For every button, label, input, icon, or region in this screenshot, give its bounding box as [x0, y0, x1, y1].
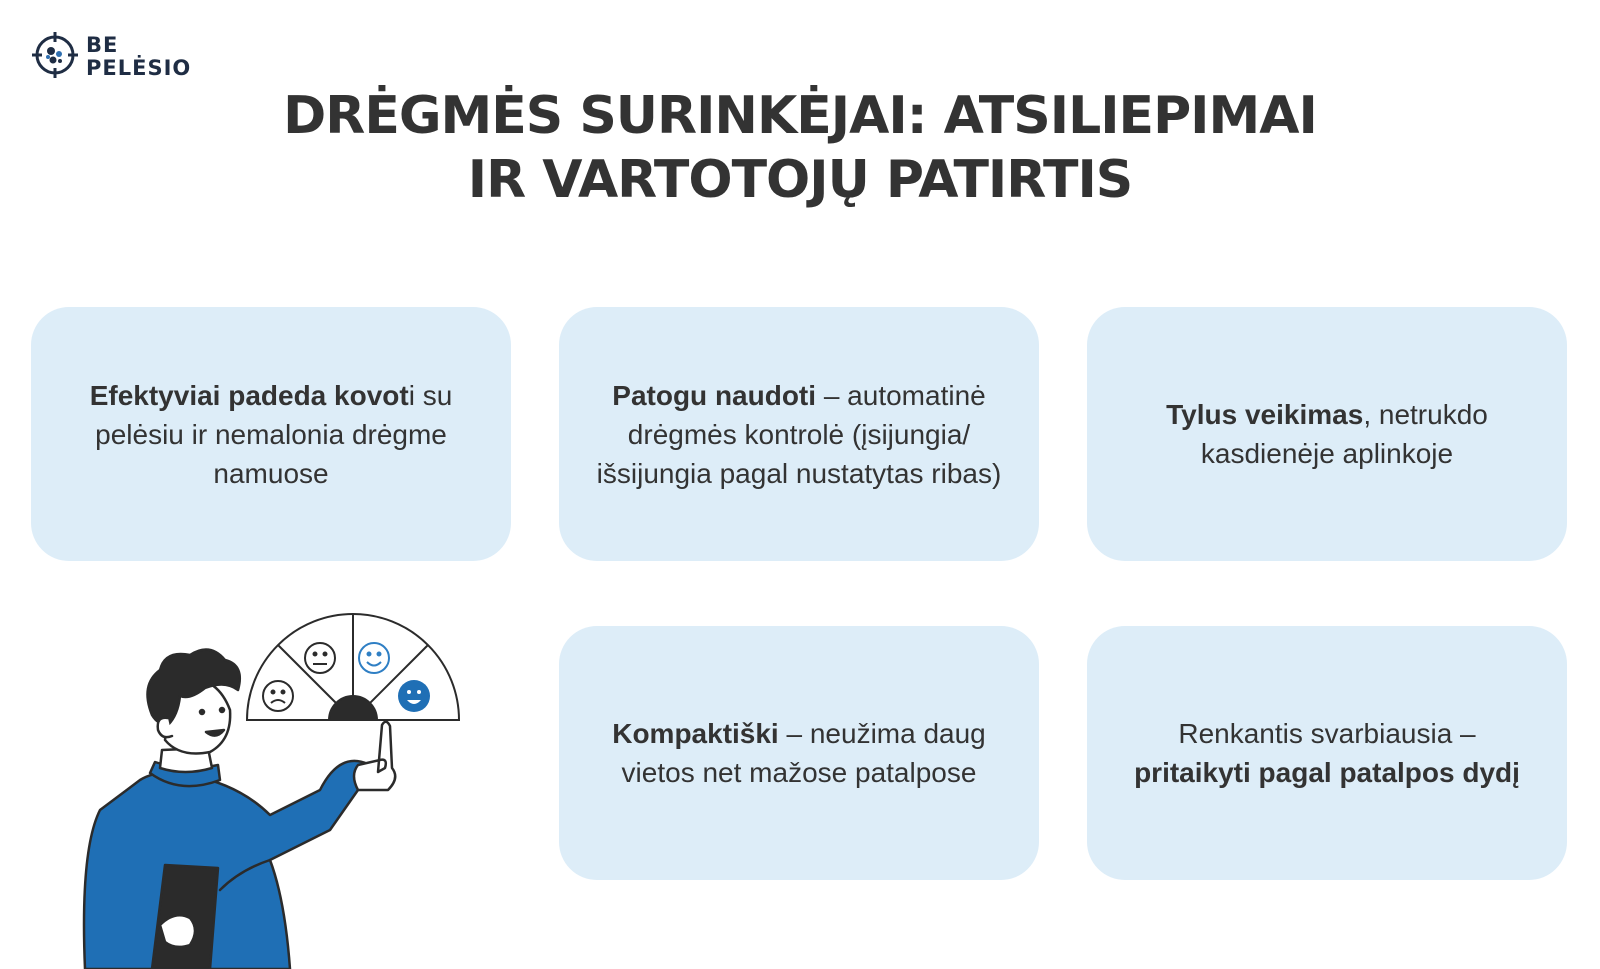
card-bold-text: Kompaktiški — [612, 718, 779, 749]
brand-logo — [30, 30, 230, 82]
brand-line-2: PELĖSIO — [86, 56, 192, 80]
card-bold-text: Patogu naudoti — [612, 379, 817, 411]
card-bold-text: Efektyviai padeda kovot — [89, 379, 409, 411]
card-text — [61, 376, 481, 493]
page-title — [200, 84, 1400, 212]
card-text — [1117, 714, 1537, 792]
card-text — [589, 376, 1009, 493]
card-text — [1117, 395, 1537, 473]
card-rest-text: – automatinė drėgmės kontrolė (įsijungia/ išsijungia pagal nustatytas ribas) — [596, 379, 1002, 489]
title-line-1: DRĖGMĖS SURINKĖJAI: ATSILIEPIMAI — [283, 86, 1317, 146]
brand-line-1: BE — [86, 33, 119, 57]
title-line-2: IR VARTOTOJŲ PATIRTIS — [467, 150, 1133, 210]
card-bold-text: Tylus veikimas — [1166, 399, 1364, 430]
card-text — [589, 714, 1009, 792]
card-rest-text: , netrukdo kasdienėje aplinkoje — [1200, 399, 1488, 469]
feature-card-size — [1087, 626, 1567, 880]
card-bold-text: pritaikyti pagal patalpos dydį — [1134, 757, 1520, 788]
feature-card-effective — [31, 307, 511, 561]
person-with-rating-illustration — [40, 600, 480, 969]
logo-target-icon — [30, 30, 80, 80]
feature-card-easy-to-use — [559, 307, 1039, 561]
card-lead-text: Renkantis svarbiausia – — [1178, 718, 1476, 749]
happy-face-icon — [398, 680, 430, 712]
feature-card-compact — [559, 626, 1039, 880]
card-rest-text: – neužima daug vietos net mažose patalpose — [621, 718, 986, 788]
feature-card-quiet — [1087, 307, 1567, 561]
card-rest-text: i su pelėsiu ir nemalonia drėgme namuose — [95, 379, 453, 489]
brand-name — [86, 34, 191, 80]
